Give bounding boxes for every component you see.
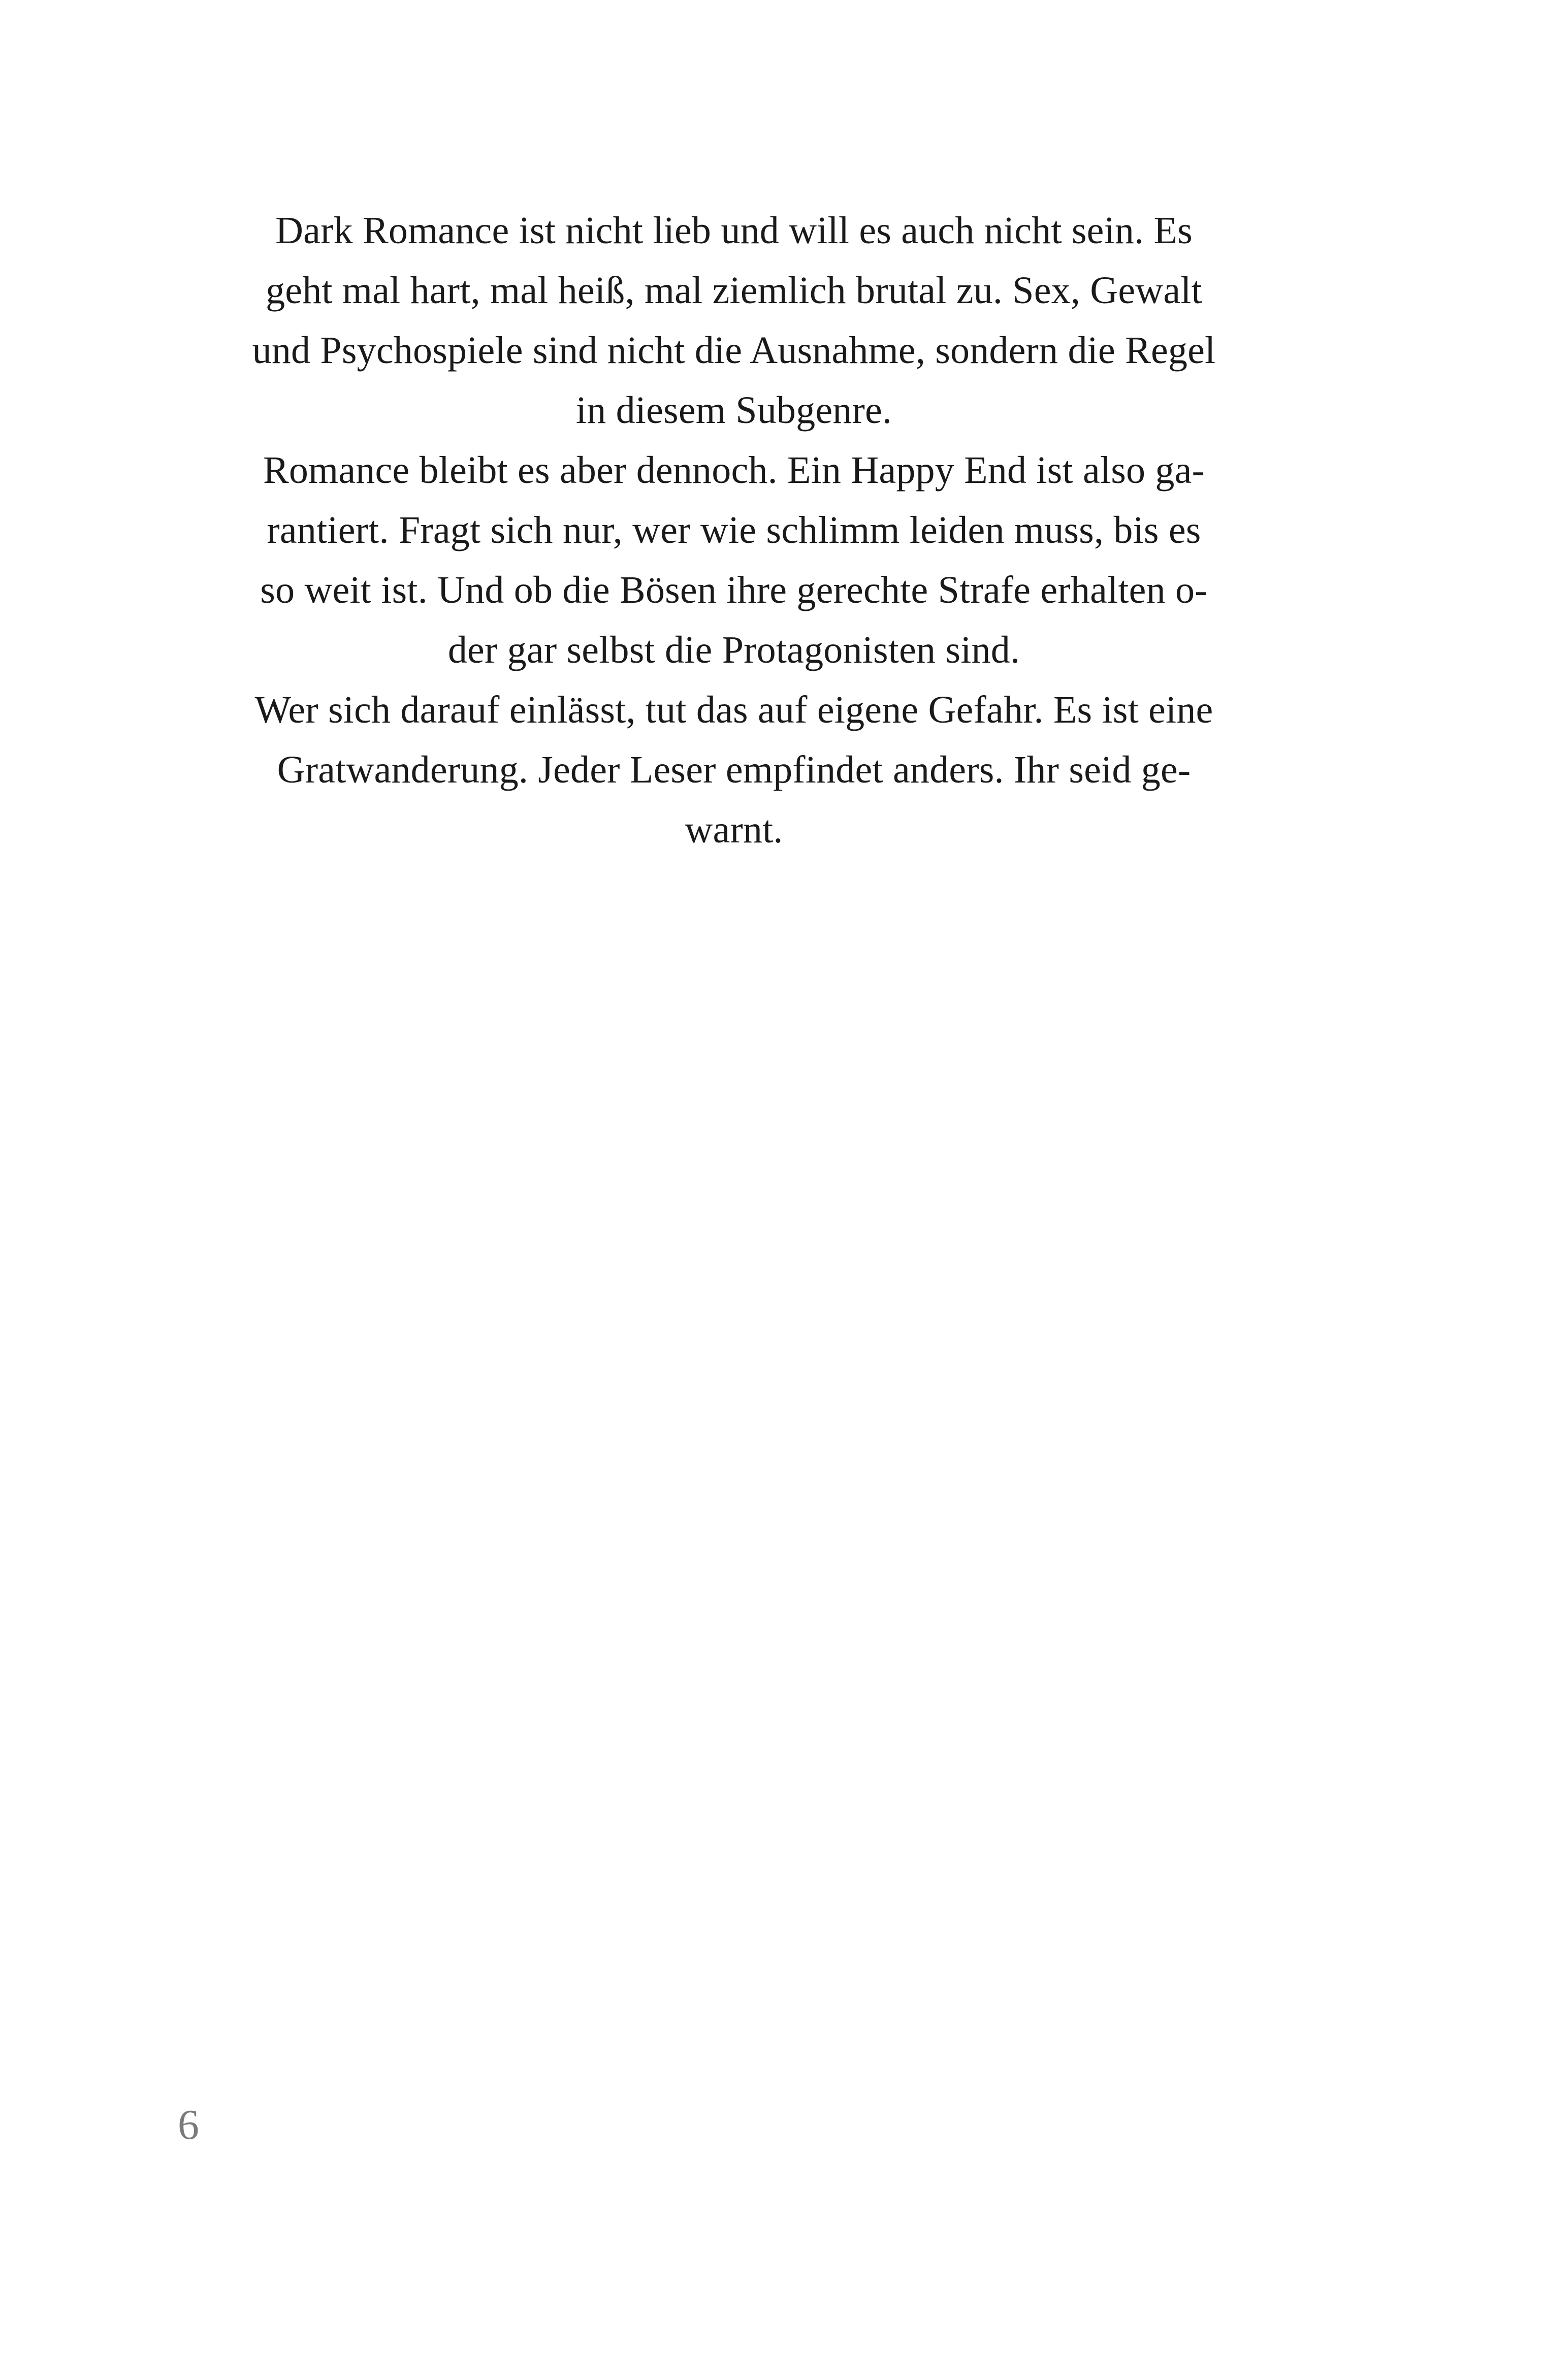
page-number: 6 <box>178 2101 199 2148</box>
text-line: in diesem Subgenre. <box>575 389 892 432</box>
text-line: rantiert. Fragt sich nur, wer wie schlimm leiden muss, bis es <box>267 509 1201 551</box>
text-line: der gar selbst die Protagonisten sind. <box>447 629 1020 671</box>
text-line: warnt. <box>685 808 783 851</box>
text-line: geht mal hart, mal heiß, mal ziemlich brutal zu. Sex, Gewalt <box>266 269 1202 312</box>
text-line: Dark Romance ist nicht lieb und will es auch nicht sein. Es <box>275 209 1193 252</box>
content-warning-text <box>173 201 1295 860</box>
text-line: und Psychospiele sind nicht die Ausnahme, sondern die Regel <box>252 329 1216 372</box>
text-line: Gratwanderung. Jeder Leser empfindet anders. Ihr seid ge- <box>277 748 1191 791</box>
text-line: so weit ist. Und ob die Bösen ihre gerechte Strafe erhalten o- <box>260 569 1208 611</box>
text-line: Romance bleibt es aber dennoch. Ein Happy End ist also ga- <box>263 449 1205 492</box>
text-line: Wer sich darauf einlässt, tut das auf eigene Gefahr. Es ist eine <box>254 689 1213 731</box>
